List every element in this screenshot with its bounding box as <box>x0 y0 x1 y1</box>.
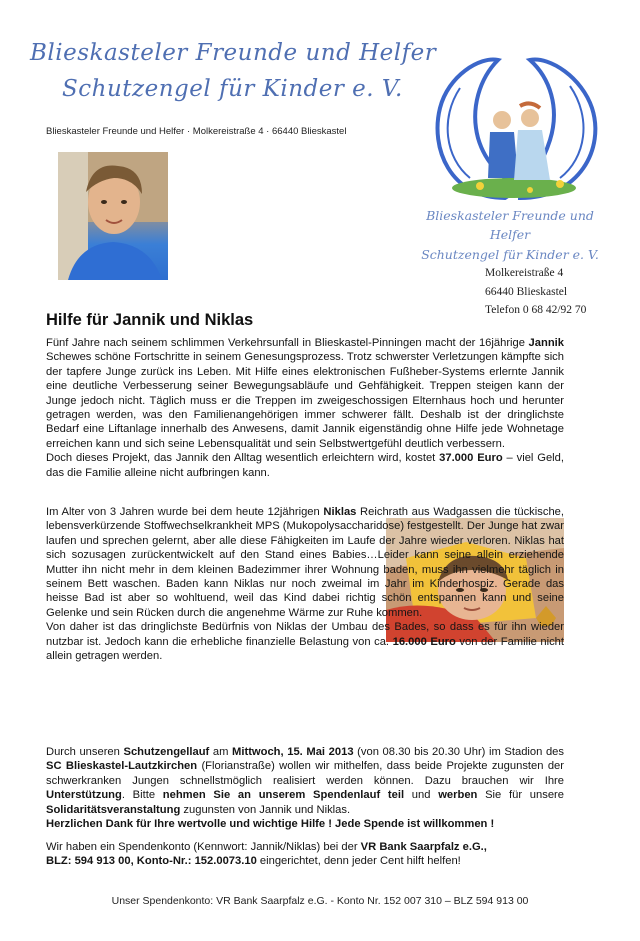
text-bold: Solidaritätsveranstaltung <box>46 803 181 816</box>
name-niklas: Niklas <box>323 506 357 518</box>
sender-address-line: Blieskasteler Freunde und Helfer · Molkereistraße 4 · 66440 Blieskastel <box>46 126 347 137</box>
paragraph-bank <box>46 840 564 869</box>
org-title <box>30 36 436 107</box>
event-date: Mittwoch, 15. Mai 2013 <box>232 746 354 758</box>
text: und <box>404 789 439 802</box>
event-venue: SC Blieskastel-Lautzkirchen <box>46 760 198 773</box>
logo-text-line1: Blieskasteler Freunde und Helfer <box>426 208 594 243</box>
logo-text <box>410 206 610 264</box>
text: Durch unseren <box>46 746 124 758</box>
paragraph-event <box>46 745 564 831</box>
text: . Bitte <box>121 789 163 802</box>
text: Reichrath aus Wadgassen die tückische, lebensverkürzende Stoffwechselkrankheit MPS (Mukopolysaccharidose) festgestellt. Der Junge hat zwar laufen und sprechen gelernt, aber alle diese Fähigkeiten im Laufe der Jahre wieder verloren. Niklas hat sich sozusagen zurückentwickelt auf den Stand eines Babies…Leider kann seine allein erziehende Mutter ihn nicht mehr in dem kleinen Badezimmer ihrer Wohnung baden, muss ihn vielmehr täglich in seinem Bett waschen. Baden kann Niklas nur noch zweimal im Jahr im Kinderhospiz. <box>46 506 565 591</box>
text: Von daher ist das dringlichste Bedürfnis von Niklas der Umbau des Bades, so dass es für ihn wieder nutzbar ist. Jedoch kann die erhebliche finanzielle Belastung von ca. <box>46 621 564 648</box>
text: Schewes schöne Fortschritte in seinem Genesungsprozess. Trotz schwerster Verletzungen kämpfte sich der tapfere Junge zurück ins Leben. Mit Hilfe eines elektronischen Fußheber-Systems erlernte Jannik eine deutliche Verbesserung seiner Bewegungsabläufe und Gehfähigkeit. Treppen steigen kann der Junge jedoch nicht. Täglich muss er die Treppen im zweigeschossigen Elternhaus hoch und herunter getragen werden, was den Familienangehörigen immer schwerer fällt. Deshalb ist der dringlichste Bedarf eine Liftanlage innerhalb des Anwesens, damit Jannik eigenständig ohne Hilfe jede Wohnetage erreichen kann und sich seine Lebensqualität und sein Selbstwertgefühl deutlich verbessern. <box>46 351 564 450</box>
org-title-line1: Blieskasteler Freunde und Helfer <box>30 40 437 66</box>
org-title-line2: Schutzengel für Kinder e. V. <box>62 75 403 102</box>
contact-street: Molkereistraße 4 <box>485 267 564 279</box>
contact-phone: Telefon 0 68 42/92 70 <box>485 304 587 317</box>
contact-city: 66440 Blieskastel <box>485 285 568 298</box>
photo-jannik <box>58 152 168 280</box>
text-bold: nehmen Sie an unserem Spendenlauf teil <box>162 789 405 802</box>
text-bold: Unterstützung <box>46 789 122 802</box>
logo-text-line2: Schutzengel für Kinder e. V. <box>421 246 599 262</box>
bank-account: BLZ: 594 913 00, Konto-Nr.: 152.0073.10 <box>46 855 257 868</box>
contact-block <box>485 264 586 320</box>
text: Im Alter von 3 Jahren wurde bei dem heute 12jährigen <box>46 506 324 518</box>
text: – viel Geld, das die Familie alleine nicht aufbringen kann. <box>46 452 564 479</box>
name-jannik: Jannik <box>528 337 564 349</box>
thank-you-line: Herzlichen Dank für Ihre wertvolle und wichtige Hilfe ! Jede Spende ist willkommen ! <box>46 818 495 831</box>
text: zugunsten von Jannik und Niklas. <box>180 803 351 816</box>
paragraph-niklas <box>46 505 564 663</box>
text: Doch dieses Projekt, das Jannik den Alltag wesentlich erleichtern wird, kostet <box>46 452 440 465</box>
amount-niklas: 16.000 Euro <box>392 635 456 648</box>
text: am <box>209 746 233 758</box>
amount-jannik: 37.000 Euro <box>439 452 503 465</box>
text: eingerichtet, denn jeder Cent hilft helfen! <box>256 855 461 868</box>
text: Wir haben ein Spendenkonto (Kennwort: Jannik/Niklas) bei der <box>46 841 361 853</box>
text: (Florianstraße) wollen wir mithelfen, dass beide Projekte zugunsten der schwerkranken Jungen schnellstmöglich realisiert werden können. Dazu brauchen wir Ihre <box>46 760 564 787</box>
event-name: Schutzengellauf <box>123 746 210 758</box>
text-bold: werben <box>438 789 478 802</box>
text: von der Familie nicht allein getragen werden. <box>46 635 564 663</box>
text: (von 08.30 bis 20.30 Uhr) im Stadion des <box>353 746 564 758</box>
paragraph-jannik <box>46 336 564 480</box>
footer-bank-details: Unser Spendenkonto: VR Bank Saarpfalz e.G. - Konto Nr. 152 007 310 – BLZ 594 913 00 <box>111 895 529 907</box>
bank-name: VR Bank Saarpfalz e.G., <box>360 841 487 853</box>
text: Sie für unsere <box>477 789 564 802</box>
text: Gerade das heisse Bad ist aber so wohltuend, weil das Kind dabei richtig schön entspannen kann und seine Gelenke und sein Rücken durch die angenehme Wärme zur Ruhe kommen. <box>46 578 564 619</box>
text: Fünf Jahre nach seinem schlimmen Verkehrsunfall in Blieskastel-Pinningen macht der 16jährige <box>46 337 529 349</box>
article-title: Hilfe für Jannik und Niklas <box>46 311 254 329</box>
